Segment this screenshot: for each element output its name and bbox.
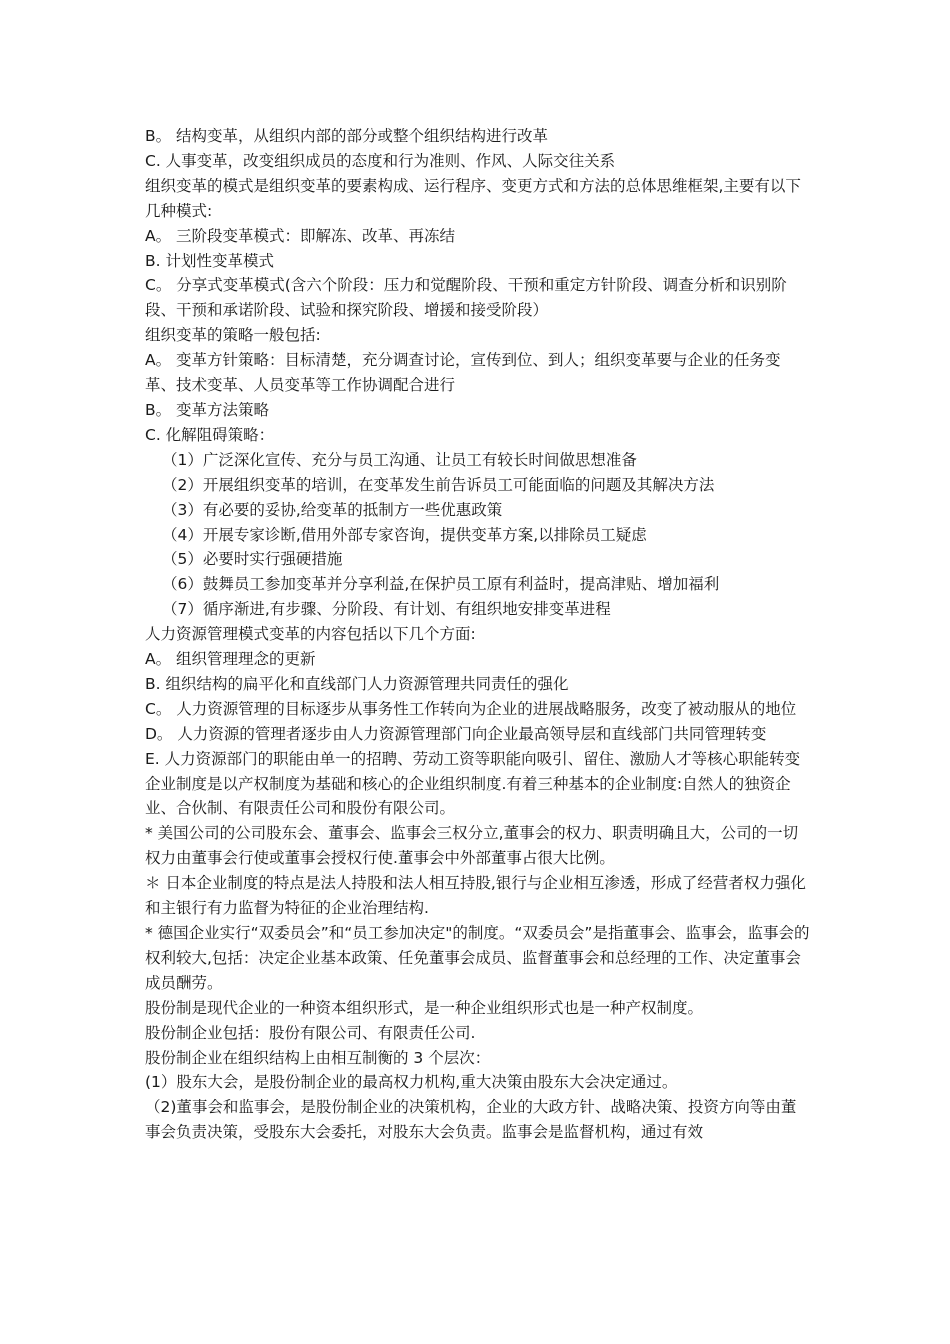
paragraph: （2）开展组织变革的培训，在变革发生前告诉员工可能面临的问题及其解决方法	[162, 475, 715, 494]
paragraph: 股份制企业包括：股份有限公司、有限责任公司.	[145, 1023, 476, 1042]
paragraph: B。 结构变革，从组织内部的部分或整个组织结构进行改革	[145, 127, 549, 145]
paragraph: B. 组织结构的扁平化和直线部门人力资源管理共同责任的强化	[145, 674, 569, 693]
paragraph: （1）广泛深化宣传、充分与员工沟通、让员工有较长时间做思想准备	[162, 450, 637, 469]
paragraph: A。 变革方针策略：目标清楚，充分调查讨论，宣传到位、到人；组织变革要与企业的任务变革、技术变革、人员变革等工作协调配合进行	[145, 351, 781, 395]
paragraph: （7）循序渐进,有步骤、分阶段、有计划、有组织地安排变革进程	[162, 600, 611, 619]
paragraph: C。 分享式变革模式(含六个阶段：压力和觉醒阶段、干预和重定方针阶段、调查分析和识别阶段、干预和承诺阶段、试验和探究阶段、增援和接受阶段）	[145, 276, 787, 320]
paragraph: （5）必要时实行强硬措施	[162, 550, 343, 569]
paragraph: 组织变革的模式是组织变革的要素构成、运行程序、变更方式和方法的总体思维框架,主要有以下几种模式:	[145, 176, 801, 220]
paragraph: 股份制是现代企业的一种资本组织形式，是一种企业组织形式也是一种产权制度。	[145, 998, 704, 1017]
paragraph: B。 变革方法策略	[145, 400, 270, 419]
paragraph: ＊ 日本企业制度的特点是法人持股和法人相互持股,银行与企业相互渗透，形成了经营者权力强化和主银行有力监督为特征的企业治理结构.	[145, 874, 806, 918]
paragraph: （4）开展专家诊断,借用外部专家咨询，提供变革方案,以排除员工疑虑	[162, 525, 647, 544]
paragraph: A。 三阶段变革模式：即解冻、改革、再冻结	[145, 226, 456, 245]
paragraph: 企业制度是以产权制度为基础和核心的企业组织制度.有着三种基本的企业制度:自然人的独资企业、合伙制、有限责任公司和股份有限公司。	[145, 774, 791, 818]
paragraph: * 美国公司的公司股东会、董事会、监事会三权分立,董事会的权力、职责明确且大，公司的一切权力由董事会行使或董事会授权行使.董事会中外部董事占很大比例。	[145, 824, 799, 868]
document-body	[145, 124, 810, 1145]
paragraph: 人力资源管理模式变革的内容包括以下几个方面:	[145, 625, 476, 644]
paragraph: C. 化解阻碍策略：	[145, 425, 275, 444]
paragraph: （6）鼓舞员工参加变革并分享利益,在保护员工原有利益时，提高津贴、增加福利	[162, 575, 720, 594]
paragraph: * 德国企业实行“双委员会”和“员工参加决定"的制度。“双委员会”是指董事会、监事会，监事会的权利较大,包括：决定企业基本政策、任免董事会成员、监督董事会和总经理的工作、决定董事会成员酬劳。	[145, 924, 810, 992]
paragraph: （2)董事会和监事会，是股份制企业的决策机构，企业的大政方针、战略决策、投资方向等由董事会负责决策，受股东大会委托，对股东大会负责。监事会是监督机构，通过有效	[145, 1098, 797, 1142]
paragraph: C。 人力资源管理的目标逐步从事务性工作转向为企业的进展战略服务，改变了被动服从的地位	[145, 699, 797, 718]
paragraph: (1）股东大会，是股份制企业的最高权力机构,重大决策由股东大会决定通过。	[145, 1073, 678, 1092]
paragraph: B. 计划性变革模式	[145, 251, 274, 270]
paragraph: E. 人力资源部门的职能由单一的招聘、劳动工资等职能向吸引、留住、激励人才等核心职能转变	[145, 749, 801, 768]
paragraph: 股份制企业在组织结构上由相互制衡的 3 个层次：	[145, 1048, 491, 1067]
paragraph: 组织变革的策略一般包括:	[145, 326, 321, 345]
paragraph: A。 组织管理理念的更新	[145, 650, 316, 669]
paragraph: D。 人力资源的管理者逐步由人力资源管理部门向企业最高领导层和直线部门共同管理转变	[145, 724, 767, 743]
paragraph: C. 人事变革，改变组织成员的态度和行为准则、作风、人际交往关系	[145, 151, 616, 170]
paragraph: （3）有必要的妥协,给变革的抵制方一些优惠政策	[162, 500, 503, 519]
